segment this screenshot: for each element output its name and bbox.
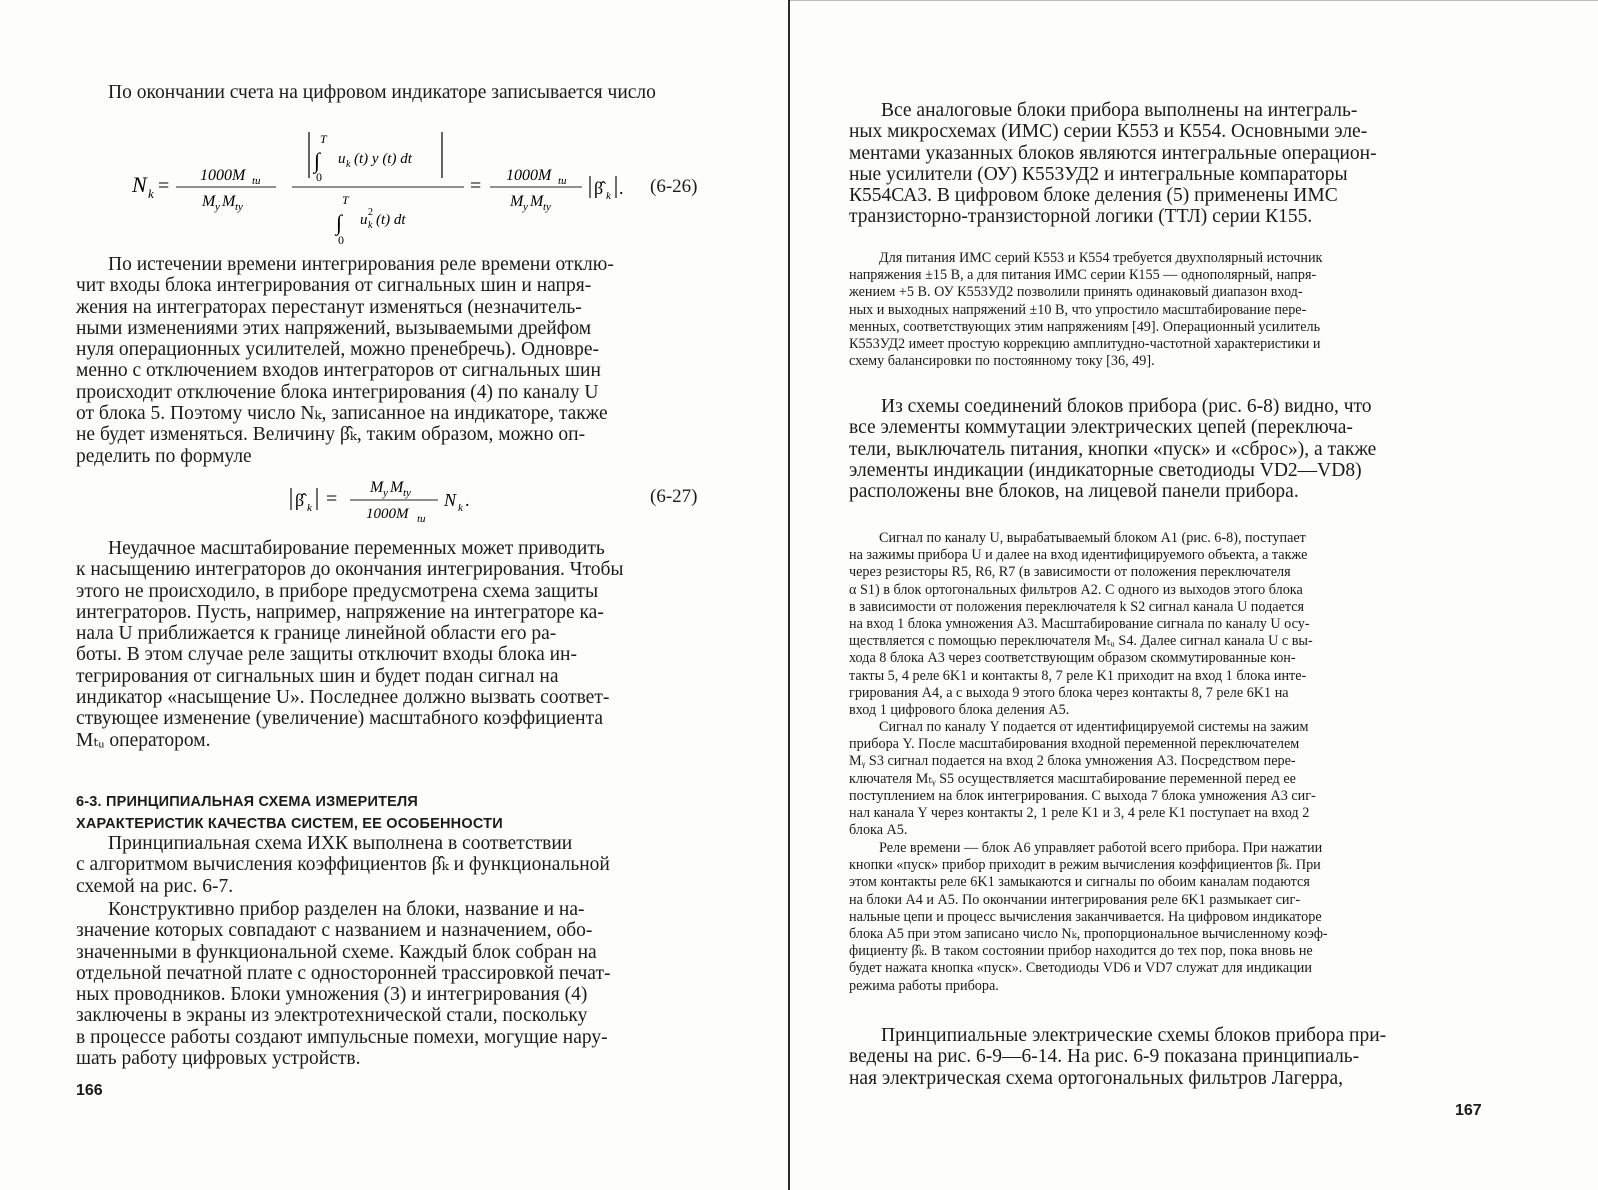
text-line: ствующее изменение (увеличение) масштабного коэффициента: [76, 708, 603, 730]
text-line: не будет изменяться. Величину β̂ₖ, таким образом, можно оп-: [76, 424, 586, 446]
text-line: с алгоритмом вычисления коэффициентов β̂ₖ и функциональной: [76, 854, 610, 876]
text-line: По истечении времени интегрирования реле времени отклю-: [108, 254, 614, 275]
eq-lhs: N: [132, 172, 147, 197]
left-page: [0, 0, 790, 1190]
text-line: ная электрическая схема ортогональных фильтров Лагерра,: [849, 1067, 1344, 1089]
text-line: Из схемы соединений блоков прибора (рис. 6-8) видно, что: [881, 396, 1372, 417]
text-line: α S1) в блок ортогональных фильтров A2. С одного из выходов этого блока: [849, 581, 1303, 598]
text-line: Реле времени — блок A6 управляет работой всего прибора. При нажатии: [879, 840, 1323, 856]
text-line: расположены вне блоков, на лицевой панели прибора.: [849, 481, 1299, 503]
text-line: ведены на рис. 6-9—6-14. На рис. 6-9 показана принципиаль-: [849, 1046, 1360, 1068]
page-gutter: [788, 0, 790, 1190]
text-line: нала U приближается к границе линейной области его ра-: [76, 623, 557, 645]
page-number-right: 167: [1455, 1102, 1482, 1119]
eq-coef2-den-a: M: [510, 193, 524, 210]
eq27-den-sub: tu: [417, 513, 426, 525]
paragraph-channel-u: [849, 530, 1525, 719]
text-line: схемой на рис. 6-7.: [76, 875, 234, 897]
eq-coef1-num-sub: tu: [252, 175, 261, 187]
text-line: значение которых совпадают с названием и назначением, обо-: [76, 920, 593, 942]
eq27-equals: =: [326, 488, 338, 510]
eq-den-int-lower: 0: [338, 233, 344, 247]
section-heading: [76, 791, 716, 835]
text-line: все элементы коммутации электрических цепей (переключа-: [849, 417, 1353, 439]
text-line: этого не происходило, в приборе предусмотрена схема защиты: [76, 580, 599, 602]
right-page: [795, 0, 1598, 1190]
text-line: ными изменениями этих напряжений, вызываемыми дрейфом: [76, 317, 592, 339]
text-line: блока A5 при этом записано число Nₖ, пропорциональное вычисленному коэф-: [849, 926, 1328, 943]
eq-period: .: [619, 178, 624, 198]
text-line: ключателя Mₜᵧ S5 осуществляется масштабирование переменной перед ее: [849, 770, 1296, 787]
text-line: ных микросхемах (ИМС) серии К553 и К554. Основными эле-: [849, 121, 1368, 143]
text-line: от блока 5. Поэтому число Nₖ, записанное на индикаторе, также: [76, 403, 608, 425]
eq-coef1-den-b: M: [222, 193, 236, 210]
section-heading-line: ХАРАКТЕРИСТИК КАЧЕСТВА СИСТЕМ, ЕЕ ОСОБЕННОСТИ: [76, 816, 503, 832]
equation-6-27: [288, 476, 498, 528]
text-line: ществляется с помощью переключателя Mₜᵤ S4. Далее сигнал канала U с вы-: [849, 633, 1313, 650]
text-line: ных и выходных напряжений ±10 В, что упростило масштабирование пере-: [849, 301, 1307, 318]
eq27-dot: .: [465, 490, 470, 510]
text-line: Mₜᵤ оператором.: [76, 729, 211, 751]
text-line: этом контакты реле 6K1 замыкаются и сигналы по обоим каналам подаются: [849, 874, 1310, 891]
text-line: К554СА3. В цифровом блоке деления (5) применены ИМС: [849, 185, 1338, 207]
text-line: тегрирования от сигнальных шин и будет подан сигнал на: [76, 665, 559, 687]
eq-lhs-sub: k: [148, 186, 154, 201]
text-line: к насыщению интеграторов до окончания интегрирования. Чтобы: [76, 559, 624, 581]
eq-num-integrand: u: [338, 151, 346, 167]
eq-coef1-den-a-sub: y: [215, 201, 220, 213]
text-line: режима работы прибора.: [849, 977, 999, 994]
text-line: нал канала Y через контакты 2, 1 реле K1 и 3, 4 реле K1 поступает на вход 2: [849, 805, 1310, 822]
text-line: напряжения ±15 В, а для питания ИМС серии К155 — однополярный, напря-: [849, 267, 1317, 284]
text-line: чит входы блока интегрирования от сигнальных шин и напря-: [76, 275, 592, 297]
equation-6-26: [126, 126, 626, 250]
eq27-num-a: M: [370, 479, 384, 496]
text-line: Mᵧ S3 сигнал подается на вход 2 блока умножения A3. Посредством пере-: [849, 753, 1296, 770]
equation-number-6-26: (6-26): [650, 176, 698, 197]
text-line: ментами указанных блоков являются интегральные операцион-: [849, 142, 1377, 164]
text-line: ные усилители (ОУ) К553УД2 и интегральные компараторы: [849, 163, 1348, 185]
eq-beta: β̂: [594, 178, 604, 198]
paragraph-scaling: [76, 538, 702, 751]
eq-int-lower: 0: [316, 170, 322, 184]
eq27-num-b: M: [390, 479, 404, 496]
text-line: менно с отключением входов интеграторов от сигнальных шин: [76, 360, 601, 382]
eq-beta-sub: k: [606, 190, 611, 202]
paragraph-analog-blocks: [849, 100, 1525, 228]
paragraph-integration-end: [76, 254, 702, 467]
text-line: хода 8 блока A3 через соответствующим образом скоммутированные кон-: [849, 650, 1296, 667]
eq-den-int-upper: T: [342, 193, 349, 207]
eq-equals-2: =: [470, 175, 482, 197]
paragraph-schematics-figures: [849, 1025, 1525, 1089]
text-line: менных, соответствующих этим напряжениям [49]. Операционный усилитель: [849, 318, 1321, 335]
eq-num-integrand-sub: k: [346, 159, 351, 170]
text-line: кнопки «пуск» прибор приходит в режим вычисления коэффициентов β̂ₖ. При: [849, 857, 1321, 874]
paragraph-connections: [849, 396, 1525, 502]
text-line: Принципиальная схема ИХК выполнена в соответствии: [108, 833, 573, 854]
text-line: будет нажата кнопка «пуск». Светодиоды VD6 и VD7 служат для индикации: [849, 960, 1312, 977]
text-line: вход 1 цифрового блока деления A5.: [849, 702, 1070, 719]
text-line: жением +5 В. ОУ К553УД2 позволили принять одинаковый диапазон вход-: [849, 284, 1303, 301]
text-line: блока A5.: [849, 822, 908, 839]
text-line: прибора Y. После масштабирования входной переменной переключателем: [849, 736, 1300, 753]
eq-coef1-den-a: M: [202, 193, 216, 210]
text-line: элементы индикации (индикаторные светодиоды VD2—VD8): [849, 459, 1362, 481]
eq-int-upper: T: [320, 132, 327, 146]
text-line: ределить по формуле: [76, 445, 252, 467]
eq-den-rest: (t) dt: [376, 212, 406, 228]
text-line: значенными в функциональной схеме. Каждый блок собран на: [76, 941, 597, 963]
eq-equals: =: [158, 175, 170, 197]
eq27-beta: β̂: [295, 490, 305, 510]
paragraph-intro: [76, 82, 702, 103]
paragraph-timer-relay: [849, 840, 1525, 995]
text-line: на блоки A4 и A5. По окончании интегрирования реле 6K1 размыкает сиг-: [849, 891, 1301, 908]
text-line: шать работу цифровых устройств.: [76, 1048, 361, 1070]
text-line: заключены в экраны из электротехнической стали, поскольку: [76, 1005, 588, 1027]
eq-den-integrand-sup: 2: [368, 207, 373, 218]
paragraph-power-note: [849, 250, 1525, 370]
text-line: схему балансировки по постоянному току [36, 49].: [849, 353, 1155, 370]
eq27-den: 1000M: [366, 506, 409, 522]
equation-number-6-27: (6-27): [650, 486, 698, 507]
eq27-beta-sub: k: [307, 502, 312, 514]
text-line: грирования A4, а с выхода 9 этого блока через контакты 8, 7 реле 6K1 на: [849, 684, 1289, 701]
eq-coef1-den-b-sub: ty: [235, 201, 243, 213]
paragraph-intro-text: По окончании счета на цифровом индикаторе записывается число: [108, 82, 656, 103]
text-line: нальные цепи и процесс вычисления заканчивается. На цифровом индикаторе: [849, 908, 1322, 925]
text-line: Неудачное масштабирование переменных может приводить: [108, 538, 605, 559]
eq27-num-a-sub: y: [383, 487, 388, 499]
eq-coef2-num: 1000M: [506, 167, 552, 184]
text-line: тели, выключатель питания, кнопки «пуск» и «сброс»), а также: [849, 438, 1377, 460]
paragraph-schematic: [76, 833, 702, 897]
text-line: индикатор «насыщение U». Последнее должно вызвать соответ-: [76, 687, 610, 709]
text-line: К553УД2 имеет простую коррекцию амплитудно-частотной характеристики и: [849, 336, 1321, 353]
text-line: в зависимости от положения переключателя k S2 сигнал канала U подается: [849, 598, 1305, 615]
text-line: ных проводников. Блоки умножения (3) и интегрирования (4): [76, 984, 588, 1006]
eq-coef2-den-b: M: [530, 193, 544, 210]
eq27-num-b-sub: ty: [403, 487, 411, 499]
text-line: Для питания ИМС серий К553 и К554 требуется двухполярный источник: [879, 250, 1323, 266]
text-line: на зажимы прибора U и далее на вход идентифицируемого объекта, а также: [849, 547, 1308, 564]
text-line: на вход 1 блока умножения A3. Масштабирование сигнала по каналу U осу-: [849, 616, 1310, 633]
eq-den-integrand-sub: k: [368, 220, 373, 231]
eq27-rhs: N: [444, 490, 457, 510]
text-line: такты 5, 4 реле 6K1 и контакты 8, 7 реле K1 приходит на вход 1 блока инте-: [849, 667, 1307, 684]
text-line: интеграторов. Пусть, например, напряжение на интеграторе ка-: [76, 601, 604, 623]
eq27-rhs-sub: k: [458, 502, 463, 514]
eq-coef2-den-a-sub: y: [523, 201, 528, 213]
text-line: Принципиальные электрические схемы блоков прибора при-: [881, 1025, 1387, 1046]
text-line: через резисторы R5, R6, R7 (в зависимости от положения переключателя: [849, 564, 1291, 581]
text-line: жения на интеграторах перестанут изменяться (незначитель-: [76, 296, 582, 318]
eq-num-rest: (t) y (t) dt: [354, 151, 412, 167]
section-heading-line: 6-3. ПРИНЦИПИАЛЬНАЯ СХЕМА ИЗМЕРИТЕЛЯ: [76, 794, 419, 810]
paragraph-channel-y: [849, 719, 1525, 839]
text-line: отдельной печатной плате с односторонней трассировкой печат-: [76, 962, 611, 984]
eq-coef1-num: 1000M: [200, 167, 246, 184]
eq-int-sign: ∫: [314, 148, 321, 173]
page-number-left: 166: [76, 1082, 103, 1099]
text-line: транзисторно-транзисторной логики (ТТЛ) серии К155.: [849, 206, 1313, 228]
eq-den-int-sign: ∫: [336, 210, 343, 235]
text-line: Конструктивно прибор разделен на блоки, название и на-: [108, 899, 585, 920]
text-line: боты. В этом случае реле защиты отключит входы блока ин-: [76, 644, 577, 666]
eq-coef2-num-sub: tu: [558, 175, 567, 187]
text-line: фициенту β̂ₖ. В таком состоянии прибор находится до тех пор, пока вновь не: [849, 943, 1313, 960]
paragraph-construction: [76, 899, 702, 1069]
text-line: нуля операционных усилителей, можно пренебречь). Одновре-: [76, 339, 600, 361]
text-line: поступлением на блок интегрирования. С выхода 7 блока умножения A3 сиг-: [849, 787, 1316, 804]
text-line: Сигнал по каналу Y подается от идентифицируемой системы на зажим: [879, 719, 1309, 735]
text-line: Все аналоговые блоки прибора выполнены на интеграль-: [881, 100, 1358, 121]
eq-den-integrand: u: [360, 212, 368, 228]
text-line: Сигнал по каналу U, вырабатываемый блоком A1 (рис. 6-8), поступает: [879, 530, 1306, 546]
eq-coef2-den-b-sub: ty: [543, 201, 551, 213]
text-line: в процессе работы создают импульсные помехи, могущие нару-: [76, 1026, 608, 1048]
text-line: происходит отключение блока интегрирования (4) по каналу U: [76, 381, 599, 403]
